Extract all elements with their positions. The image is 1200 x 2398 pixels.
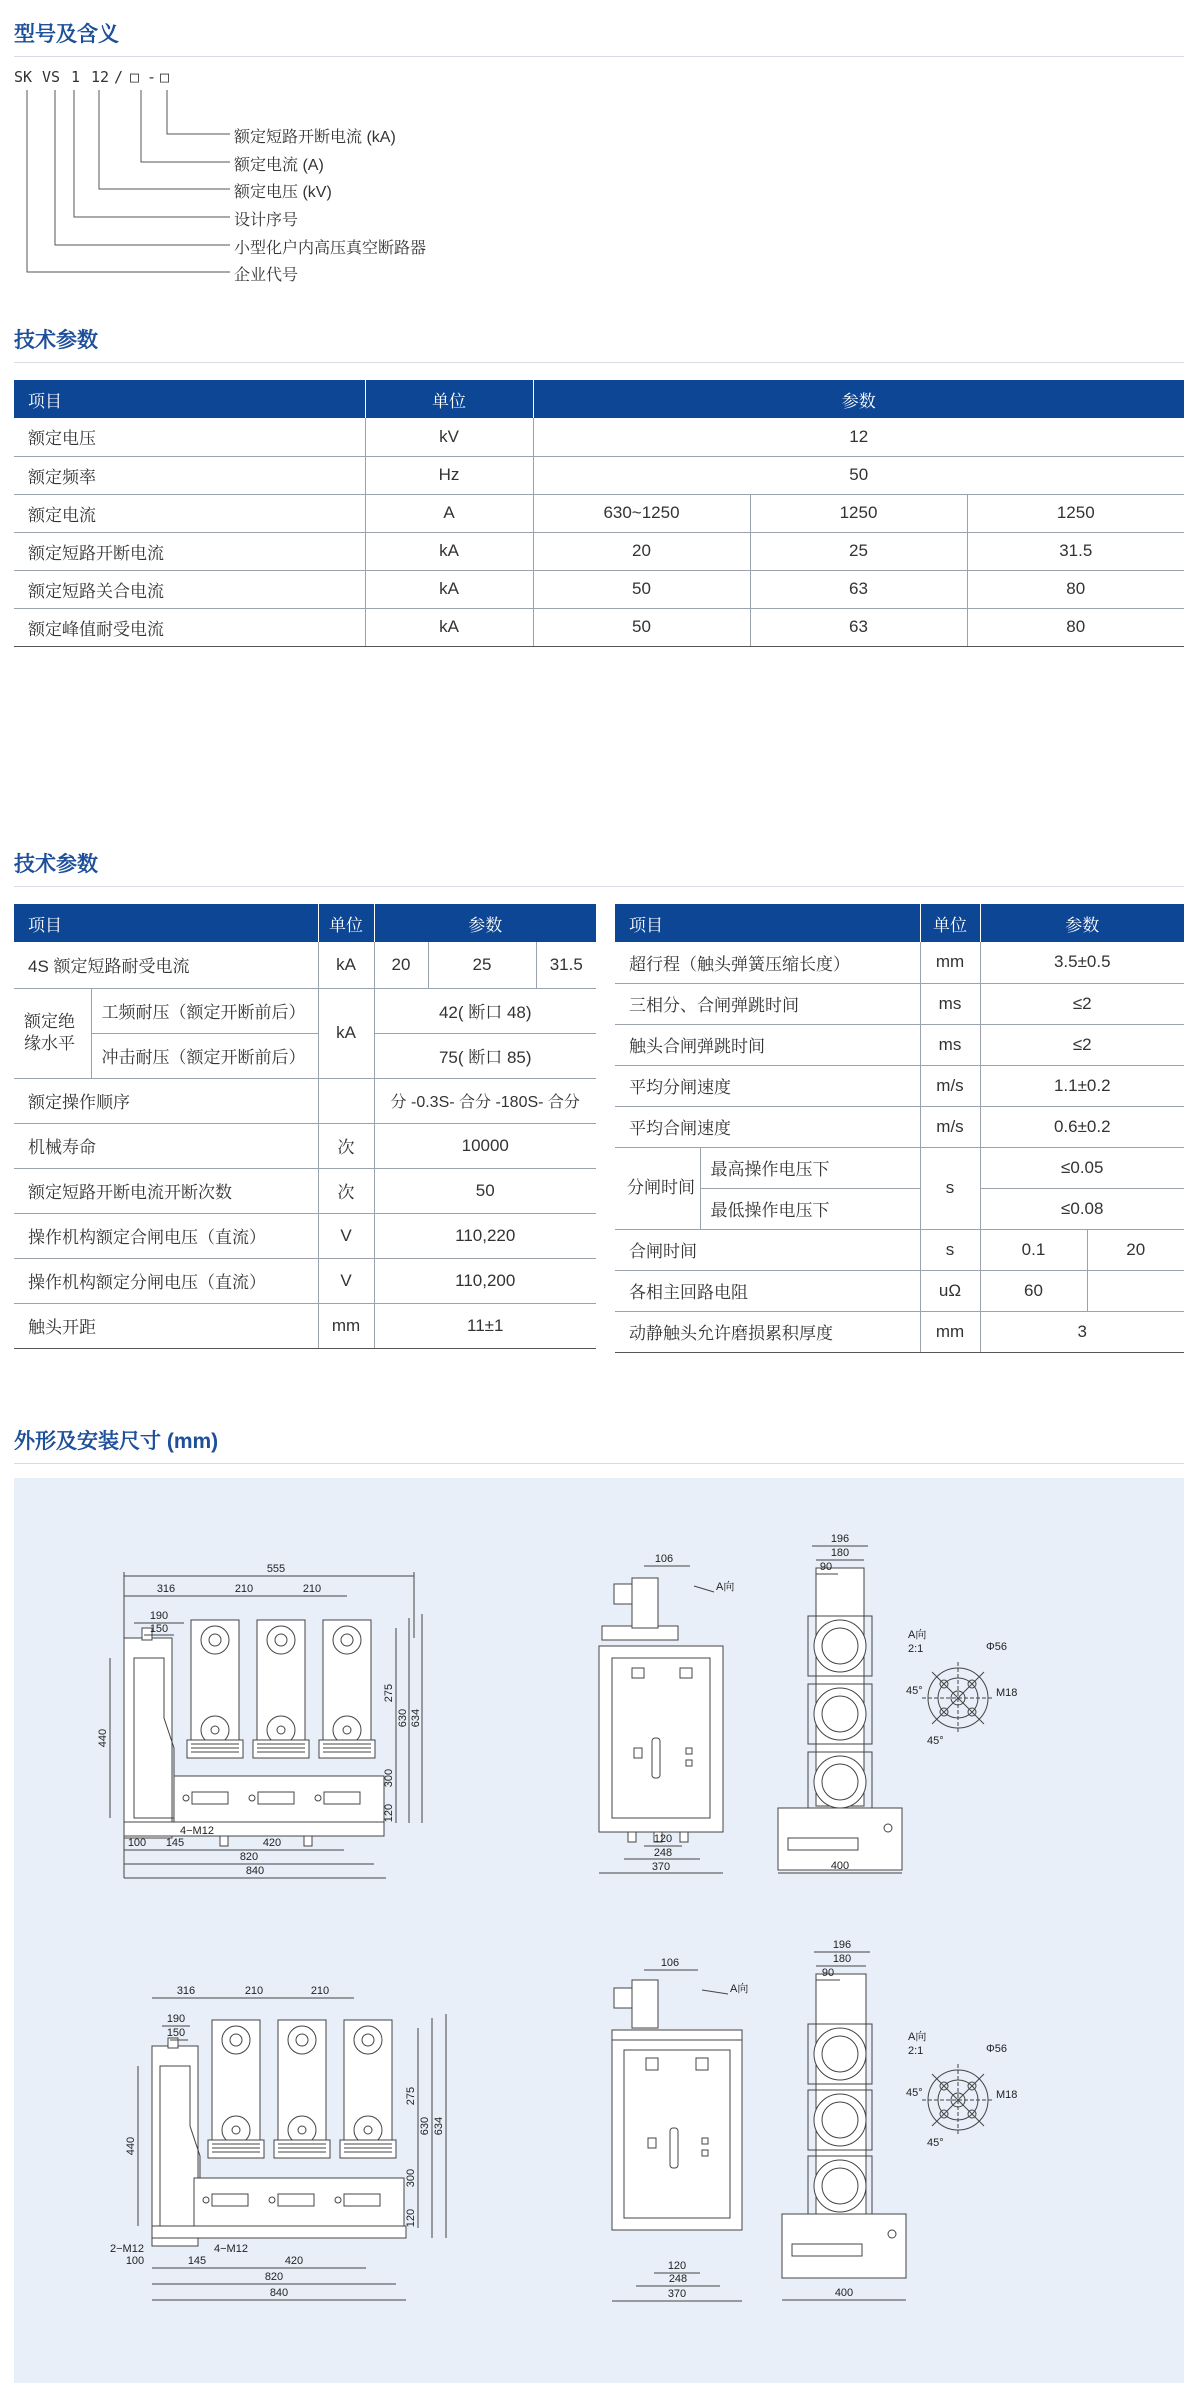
cell-unit: kA <box>365 532 533 570</box>
cell-unit: ms <box>920 983 980 1024</box>
table-row <box>14 1078 596 1123</box>
table-header-row <box>14 380 1184 418</box>
cell-unit: s <box>920 1147 980 1229</box>
cell-unit: 次 <box>318 1123 374 1168</box>
cell-value: 80 <box>967 570 1184 608</box>
side-view-2 <box>612 1970 742 2301</box>
cell-item: 冲击耐压（额定开断前后） <box>91 1033 318 1078</box>
model-code-part: □ <box>160 68 170 86</box>
bolt-label: 4−M12 <box>214 2243 248 2255</box>
dim-label: 90 <box>821 1967 835 1979</box>
dim-label: 440 <box>97 1728 109 1748</box>
table-row <box>615 1270 1184 1311</box>
cell-item: 额定短路开断电流 <box>14 532 365 570</box>
detail-a-1 <box>922 1662 994 1734</box>
cell-value: 42( 断口 48) <box>374 988 596 1033</box>
dimension-drawing-panel <box>14 1478 1184 2383</box>
cell-unit: Hz <box>365 456 533 494</box>
cell-item: 操作机构额定分闸电压（直流） <box>14 1258 318 1303</box>
dim-label: Φ56 <box>986 2043 1008 2055</box>
front-view-2 <box>152 2020 406 2246</box>
dim-label: 45° <box>927 1735 944 1747</box>
cell-unit: A <box>365 494 533 532</box>
cell-value: 50 <box>533 608 750 646</box>
table-header-row <box>615 904 1184 942</box>
table-row <box>14 532 1184 570</box>
table-header-row <box>14 904 596 942</box>
cell-unit: m/s <box>920 1065 980 1106</box>
cell-unit: mm <box>318 1303 374 1348</box>
cell-item: 额定电流 <box>14 494 365 532</box>
tech-params-table-left <box>14 904 596 1349</box>
header-unit: 单位 <box>365 380 533 418</box>
table-row <box>14 570 1184 608</box>
cell-value: ≤0.05 <box>980 1147 1184 1188</box>
cell-value: 80 <box>967 608 1184 646</box>
model-meaning: 额定短路开断电流 (kA) <box>234 129 396 146</box>
dim-label: 120 <box>653 1833 673 1845</box>
cell-item: 机械寿命 <box>14 1123 318 1168</box>
dim-label: 420 <box>284 2255 304 2267</box>
dim-label: 210 <box>234 1583 254 1595</box>
cell-item: 各相主回路电阻 <box>615 1270 920 1311</box>
drawing-2 <box>110 1939 1017 2301</box>
cell-item: 额定频率 <box>14 456 365 494</box>
cell-value: 63 <box>750 608 967 646</box>
model-code-part: □ <box>130 68 140 86</box>
dim-label: 190 <box>166 2013 186 2025</box>
dim-label: 145 <box>165 1837 185 1849</box>
dim-label: 840 <box>245 1865 265 1877</box>
dim-label: 634 <box>410 1708 422 1728</box>
cell-value: 110,200 <box>374 1258 596 1303</box>
cell-value: 50 <box>374 1168 596 1213</box>
model-code-part: - <box>147 68 157 86</box>
dim-label: 248 <box>653 1847 673 1859</box>
dim-label: 370 <box>667 2288 687 2300</box>
table-row <box>14 988 596 1033</box>
cell-item: 超行程（触头弹簧压缩长度） <box>615 942 920 983</box>
cell-unit: mm <box>920 1311 980 1352</box>
dim-label: 106 <box>654 1553 674 1565</box>
cell-value: 31.5 <box>967 532 1184 570</box>
section-divider <box>14 1463 1184 1464</box>
dim-label: 190 <box>149 1610 169 1622</box>
cell-value: 1.1±0.2 <box>980 1065 1184 1106</box>
table-row <box>615 1311 1184 1352</box>
cell-value: 20 <box>374 942 428 988</box>
dim-label: 400 <box>830 1860 850 1872</box>
header-unit: 单位 <box>318 904 374 942</box>
cell-value: 75( 断口 85) <box>374 1033 596 1078</box>
cell-value: 50 <box>533 570 750 608</box>
cell-unit: uΩ <box>920 1270 980 1311</box>
dim-label: 100 <box>127 1837 147 1849</box>
cell-value: 11±1 <box>374 1303 596 1348</box>
dim-label: 634 <box>433 2116 445 2136</box>
model-code-part: 1 <box>71 68 81 86</box>
back-view-2 <box>782 1952 906 2300</box>
cell-value: 分 -0.3S- 合分 -180S- 合分 <box>374 1078 596 1123</box>
dim-label: 180 <box>830 1547 850 1559</box>
dim-label: 196 <box>832 1939 852 1951</box>
cell-value: 0.6±0.2 <box>980 1106 1184 1147</box>
front-view-1 <box>124 1620 384 1846</box>
cell-value: 3.5±0.5 <box>980 942 1184 983</box>
cell-item: 额定短路关合电流 <box>14 570 365 608</box>
dim-label: 275 <box>405 2086 417 2106</box>
model-code-part: VS <box>42 68 61 86</box>
model-meaning: 额定电流 (A) <box>234 157 324 174</box>
detail-scale: 2:1 <box>908 1643 924 1655</box>
table-row <box>14 942 596 988</box>
section-title-tech-params-2: 技术参数 <box>14 853 98 876</box>
cell-unit: ms <box>920 1024 980 1065</box>
dim-label: 210 <box>244 1985 264 1997</box>
dim-label: 275 <box>383 1683 395 1703</box>
dim-label: 90 <box>819 1561 833 1573</box>
detail-title: A向 <box>908 2031 927 2043</box>
table-row <box>14 1123 596 1168</box>
dim-label: 316 <box>156 1583 176 1595</box>
header-item: 项目 <box>615 904 920 942</box>
cell-value: 0.1 <box>980 1229 1087 1270</box>
table-row <box>14 1303 596 1348</box>
cell-value: ≤2 <box>980 983 1184 1024</box>
dim-label: 630 <box>419 2116 431 2136</box>
cell-unit: s <box>920 1229 980 1270</box>
dim-label: 150 <box>166 2027 186 2039</box>
cell-unit: V <box>318 1258 374 1303</box>
dim-label: 820 <box>239 1851 259 1863</box>
model-meaning: 小型化户内高压真空断路器 <box>234 240 427 257</box>
cell-item: 额定电压 <box>14 418 365 456</box>
header-unit: 单位 <box>920 904 980 942</box>
section-title-dimensions: 外形及安装尺寸 (mm) <box>14 1430 219 1453</box>
cell-unit: kA <box>318 988 374 1078</box>
header-item: 项目 <box>14 380 365 418</box>
cell-item: 额定操作顺序 <box>14 1078 318 1123</box>
dim-label: 120 <box>383 1803 395 1823</box>
cell-unit: mm <box>920 942 980 983</box>
cell-item: 平均合闸速度 <box>615 1106 920 1147</box>
bolt-label: 4−M12 <box>180 1825 214 1837</box>
cell-group: 额定绝缘水平 <box>14 988 91 1078</box>
section-title-tech-params: 技术参数 <box>14 329 98 352</box>
cell-value: 1250 <box>750 494 967 532</box>
cell-value: ≤0.08 <box>980 1188 1184 1229</box>
model-meaning: 设计序号 <box>234 212 299 229</box>
dim-label: 120 <box>405 2208 417 2228</box>
cell-unit: V <box>318 1213 374 1258</box>
cell-item: 4S 额定短路耐受电流 <box>14 942 318 988</box>
view-label: A向 <box>730 1983 749 1995</box>
cell-item: 操作机构额定合闸电压（直流） <box>14 1213 318 1258</box>
table-row <box>14 1213 596 1258</box>
tech-params-table-right <box>615 904 1184 1353</box>
cell-unit: kV <box>365 418 533 456</box>
cell-value: 110,220 <box>374 1213 596 1258</box>
table-row <box>14 1168 596 1213</box>
view-label: A向 <box>716 1581 735 1593</box>
cell-unit: m/s <box>920 1106 980 1147</box>
cell-unit: kA <box>318 942 374 988</box>
table-row <box>14 608 1184 646</box>
dim-label: 630 <box>397 1708 409 1728</box>
table-row <box>615 942 1184 983</box>
cell-item: 最高操作电压下 <box>700 1147 920 1188</box>
cell-value: 3 <box>980 1311 1184 1352</box>
table-row <box>615 1229 1184 1270</box>
cell-value: 20 <box>1087 1229 1184 1270</box>
dim-label: M18 <box>996 1687 1018 1699</box>
cell-unit: kA <box>365 570 533 608</box>
cell-value: 20 <box>533 532 750 570</box>
cell-value: 10000 <box>374 1123 596 1168</box>
dim-label: 145 <box>187 2255 207 2267</box>
dim-label: 180 <box>832 1953 852 1965</box>
dim-label: 210 <box>310 1985 330 1997</box>
cell-unit <box>318 1078 374 1123</box>
cell-item: 平均分闸速度 <box>615 1065 920 1106</box>
table-row <box>615 1024 1184 1065</box>
dim-label: 210 <box>302 1583 322 1595</box>
dim-label: 316 <box>176 1985 196 1997</box>
header-item: 项目 <box>14 904 318 942</box>
dim-label: 45° <box>906 2087 923 2099</box>
section-title-model: 型号及含义 <box>14 23 119 46</box>
cell-group: 分闸时间 <box>615 1147 700 1229</box>
model-meaning: 额定电压 (kV) <box>234 184 332 201</box>
cell-value: 12 <box>533 418 1184 456</box>
cell-unit: kA <box>365 608 533 646</box>
header-params: 参数 <box>980 904 1184 942</box>
section-divider <box>14 886 1184 887</box>
model-leader-lines <box>0 0 1200 300</box>
cell-value: 1250 <box>967 494 1184 532</box>
dim-label: 300 <box>405 2168 417 2188</box>
cell-unit: 次 <box>318 1168 374 1213</box>
dim-label: 840 <box>269 2287 289 2299</box>
cell-value: 25 <box>750 532 967 570</box>
dim-label: 45° <box>927 2137 944 2149</box>
dimension-drawings <box>14 1478 1184 2383</box>
dim-label: 420 <box>262 1837 282 1849</box>
cell-value <box>1087 1270 1184 1311</box>
cell-value: 63 <box>750 570 967 608</box>
model-code-part: 12 <box>91 68 110 86</box>
cell-value: 50 <box>533 456 1184 494</box>
cell-value: 31.5 <box>536 942 596 988</box>
dim-label: 150 <box>149 1623 169 1635</box>
cell-value: 60 <box>980 1270 1087 1311</box>
dim-label: 440 <box>125 2136 137 2156</box>
table-row <box>14 418 1184 456</box>
section-divider <box>14 362 1184 363</box>
table-row <box>615 983 1184 1024</box>
dim-label: 100 <box>125 2255 145 2267</box>
detail-a-2 <box>922 2064 994 2136</box>
detail-title: A向 <box>908 1629 927 1641</box>
table-row <box>615 1188 1184 1229</box>
cell-item: 触头合闸弹跳时间 <box>615 1024 920 1065</box>
table-row <box>615 1106 1184 1147</box>
dim-label: 555 <box>266 1563 286 1575</box>
table-row <box>14 1033 596 1078</box>
cell-value: ≤2 <box>980 1024 1184 1065</box>
cell-item: 动静触头允许磨损累积厚度 <box>615 1311 920 1352</box>
cell-item: 额定峰值耐受电流 <box>14 608 365 646</box>
dim-label: 400 <box>834 2287 854 2299</box>
cell-item: 工频耐压（额定开断前后） <box>91 988 318 1033</box>
cell-item: 触头开距 <box>14 1303 318 1348</box>
table-row <box>615 1147 1184 1188</box>
dim-label: 106 <box>660 1957 680 1969</box>
model-code-part: / <box>114 68 124 86</box>
cell-item: 三相分、合闸弹跳时间 <box>615 983 920 1024</box>
cell-item: 合闸时间 <box>615 1229 920 1270</box>
drawing-1 <box>97 1533 1017 1878</box>
dim-label: 120 <box>667 2260 687 2272</box>
header-params: 参数 <box>374 904 596 942</box>
model-meaning: 企业代号 <box>234 267 299 284</box>
cell-item: 最低操作电压下 <box>700 1188 920 1229</box>
table-row <box>615 1065 1184 1106</box>
side-view-1 <box>599 1566 723 1873</box>
cell-value: 25 <box>428 942 536 988</box>
dim-label: M18 <box>996 2089 1018 2101</box>
model-code-part: SK <box>14 68 33 86</box>
dim-label: 196 <box>830 1533 850 1545</box>
table-row <box>14 456 1184 494</box>
dim-label: 248 <box>668 2273 688 2285</box>
detail-scale: 2:1 <box>908 2045 924 2057</box>
dim-label: 370 <box>651 1861 671 1873</box>
dim-label: 2−M12 <box>110 2243 144 2255</box>
cell-item: 额定短路开断电流开断次数 <box>14 1168 318 1213</box>
tech-params-table <box>14 380 1184 647</box>
cell-value: 630~1250 <box>533 494 750 532</box>
dim-label: Φ56 <box>986 1641 1008 1653</box>
dim-label: 300 <box>383 1768 395 1788</box>
back-view-1 <box>778 1546 902 1873</box>
dim-label: 820 <box>264 2271 284 2283</box>
table-row <box>14 1258 596 1303</box>
dim-label: 45° <box>906 1685 923 1697</box>
header-params: 参数 <box>533 380 1184 418</box>
table-row <box>14 494 1184 532</box>
